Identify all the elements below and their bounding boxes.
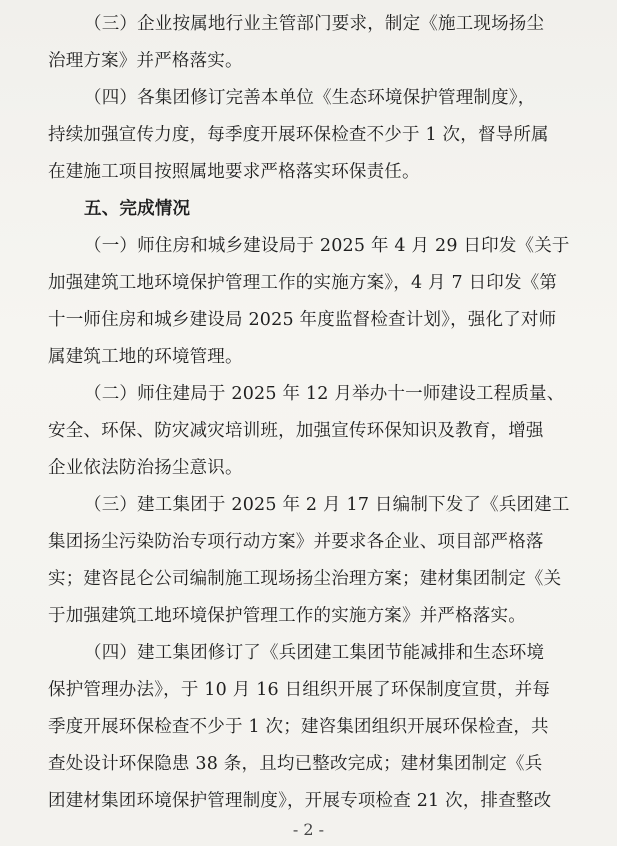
text-line: 集团扬尘污染防治专项行动方案》并要求各企业、项目部严格落 [48,532,544,552]
text-line: 持续加强宣传力度，每季度开展环保检查不少于 1 次，督导所属 [48,125,549,145]
text-line: 企业依法防治扬尘意识。 [48,458,243,478]
text-line: （二）师住建局于 2025 年 12 月举办十一师建设工程质量、 [84,384,565,404]
text-line: （一）师住房和城乡建设局于 2025 年 4 月 29 日印发《关于 [84,236,570,256]
section-heading: 五、完成情况 [84,199,191,219]
text-line: 十一师住房和城乡建设局 2025 年度监督检查计划》，强化了对师 [48,310,557,330]
text-line: （三）建工集团于 2025 年 2 月 17 日编制下发了《兵团建工 [84,495,570,515]
text-line: 实；建咨昆仑公司编制施工现场扬尘治理方案；建材集团制定《关 [48,569,562,589]
text-line: 保护管理办法》，于 10 月 16 日组织开展了环保制度宣贯，并每 [48,680,551,700]
page-number: - 2 - [292,820,325,839]
text-line: （四）建工集团修订了《兵团建工集团节能减排和生态环境 [84,643,545,663]
text-line: 在建施工项目按照属地要求严格落实环保责任。 [48,162,420,182]
text-line: 季度开展环保检查不少于 1 次；建咨集团组织开展环保检查，共 [48,717,549,737]
text-line: 于加强建筑工地环境保护管理工作的实施方案》并严格落实。 [48,606,526,626]
text-line: 属建筑工地的环境管理。 [48,347,243,367]
text-line: （四）各集团修订完善本单位《生态环境保护管理制度》， [84,88,536,108]
text-line: 加强建筑工地环境保护管理工作的实施方案》，4 月 7 日印发《第 [48,273,558,293]
text-line: 安全、环保、防灾减灾培训班，加强宣传环保知识及教育，增强 [48,421,544,441]
text-line: 治理方案》并严格落实。 [48,51,243,71]
document-body [48,6,578,820]
text-line: 查处设计环保隐患 38 条，且均已整改完成；建材集团制定《兵 [48,754,543,774]
text-line: 团建材集团环境保护管理制度》，开展专项检查 21 次，排查整改 [48,791,552,811]
text-line: （三）企业按属地行业主管部门要求，制定《施工现场扬尘 [84,14,545,34]
